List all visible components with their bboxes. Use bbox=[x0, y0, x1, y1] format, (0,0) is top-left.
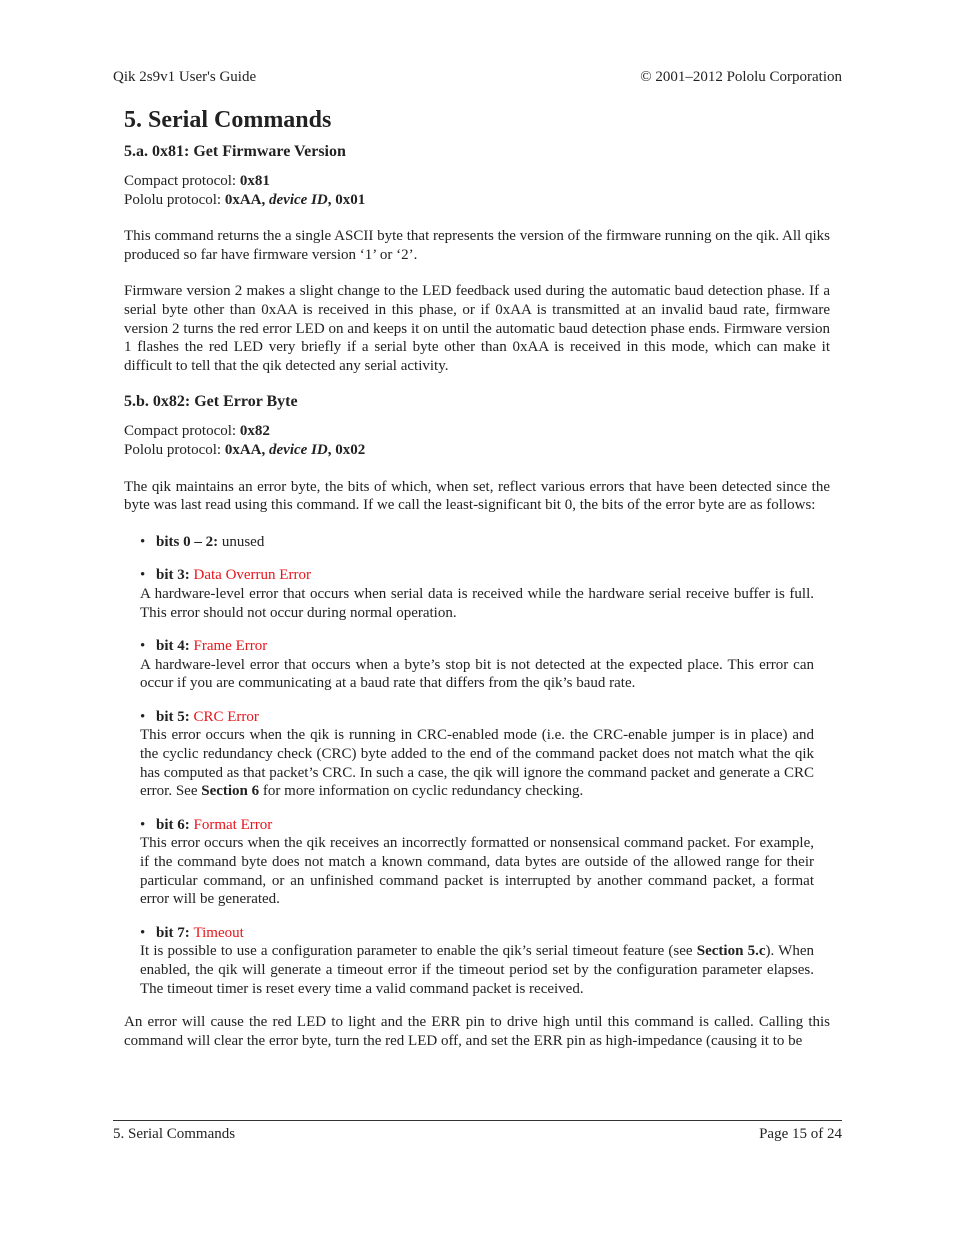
footer-divider bbox=[113, 1120, 842, 1121]
bullet: • bbox=[140, 567, 146, 584]
pololu-label: Pololu protocol: bbox=[124, 191, 225, 208]
bit-label: bit 4: bbox=[156, 638, 194, 655]
header-copyright: © 2001–2012 Pololu Corporation bbox=[640, 69, 842, 85]
page-content bbox=[124, 104, 830, 1050]
section-heading-5a: 5.a. 0x81: Get Firmware Version bbox=[124, 143, 346, 160]
pololu-value-1: 0xAA, bbox=[224, 191, 270, 208]
section-6-link[interactable]: Section 6 bbox=[201, 783, 260, 800]
error-name-timeout: Timeout bbox=[193, 924, 244, 941]
list-item-bit-5 bbox=[124, 708, 830, 801]
bit-label: bit 3: bbox=[156, 567, 194, 584]
error-name-frame: Frame Error bbox=[193, 638, 268, 655]
error-name-crc: CRC Error bbox=[193, 708, 259, 725]
bit-text: unused bbox=[218, 533, 265, 550]
page-title: 5. Serial Commands bbox=[124, 107, 332, 133]
bit-label: bit 5: bbox=[156, 708, 194, 725]
pololu-protocol-line bbox=[124, 441, 830, 460]
desc-text: ). When enabled, the qik will generate a timeout error if the timeout period set by the configuration parameter elapses. The timeout timer is reset every time a valid command packet is received. bbox=[140, 943, 814, 997]
list-item-bit-3 bbox=[124, 566, 830, 622]
bit-label: bit 6: bbox=[156, 816, 194, 833]
pololu-protocol-line bbox=[124, 191, 830, 210]
footer-page-number: Page 15 of 24 bbox=[759, 1126, 842, 1142]
bit-description bbox=[140, 726, 814, 800]
section-heading-5b: 5.b. 0x82: Get Error Byte bbox=[124, 393, 298, 411]
compact-protocol-line bbox=[124, 172, 830, 191]
bit-description: This error occurs when the qik receives an incorrectly formatted or nonsensical command packet. For example, if the command byte does not match a known command, data bytes are outside of the allowed range for their particular command, or an unfinished command packet is interrupted by another command packet, a format error will be generated. bbox=[140, 835, 814, 908]
desc-text: It is possible to use a configuration parameter to enable the qik’s serial timeout feature (see bbox=[140, 943, 697, 960]
list-item-bit-4 bbox=[124, 637, 830, 693]
bullet: • bbox=[140, 708, 146, 725]
bullet: • bbox=[140, 638, 146, 655]
desc-text: This error occurs when the qik is running in CRC-enabled mode (i.e. the CRC-enable jumper is in place) and the cyclic redundancy check (CRC) byte added to the end of the command packet does not match what the qik has computed as that packet’s CRC. In such a case, the qik will ignore the command packet and generate a CRC error. See bbox=[140, 727, 814, 800]
error-name-data-overrun: Data Overrun Error bbox=[193, 567, 311, 584]
paragraph-5a-2: Firmware version 2 makes a slight change to the LED feedback used during the automatic baud detection phase. If a serial byte other than 0xAA is received in this phase, or if 0xAA is transmitted at an invalid baud rate, firmware version 2 turns the red error LED on and keeps it on until the automatic baud detection phase ends. Firmware version 1 flashes the red LED very briefly if a serial byte other than 0xAA is received in this mode, which can make it difficult to tell that the qik detected any serial activity. bbox=[124, 283, 830, 374]
compact-protocol-line bbox=[124, 422, 830, 441]
pololu-value-1: 0xAA, bbox=[224, 441, 270, 458]
bullet: • bbox=[140, 816, 146, 833]
pololu-value-device-id: device ID bbox=[269, 191, 328, 208]
pololu-value-3: , 0x01 bbox=[327, 191, 366, 208]
list-item-bit-6 bbox=[124, 816, 830, 909]
section-5c-link[interactable]: Section 5.c bbox=[696, 943, 766, 960]
bit-description: A hardware-level error that occurs when a byte’s stop bit is not detected at the expected place. This error can occur if you are communicating at a baud rate that differs from the qik’s baud rate. bbox=[140, 656, 814, 692]
compact-label: Compact protocol: bbox=[124, 423, 240, 440]
bullet: • bbox=[140, 533, 146, 550]
paragraph-5b-1: The qik maintains an error byte, the bits of which, when set, reflect various errors that have been detected since the byte was last read using this command. If we call the least-significant bit 0, the bits of the error byte are as follows: bbox=[124, 478, 830, 514]
desc-text: for more information on cyclic redundancy checking. bbox=[259, 783, 584, 800]
list-item-bit-7 bbox=[124, 924, 830, 998]
compact-value: 0x81 bbox=[239, 173, 270, 189]
compact-label: Compact protocol: bbox=[124, 173, 240, 189]
compact-value: 0x82 bbox=[239, 423, 270, 440]
bit-description bbox=[140, 942, 814, 998]
error-bits-list bbox=[124, 533, 830, 998]
bit-description: A hardware-level error that occurs when serial data is received while the hardware serial receive buffer is full. This error should not occur during normal operation. bbox=[140, 585, 814, 621]
bit-label: bit 7: bbox=[156, 924, 194, 941]
error-name-format: Format Error bbox=[193, 816, 273, 833]
paragraph-5a-1: This command returns the a single ASCII byte that represents the version of the firmware running on the qik. All qiks produced so far have firmware version ‘1’ or ‘2’. bbox=[124, 228, 830, 263]
footer-section: 5. Serial Commands bbox=[113, 1126, 236, 1142]
pololu-label: Pololu protocol: bbox=[124, 441, 225, 458]
bullet: • bbox=[140, 924, 146, 941]
list-item-bits-0-2 bbox=[124, 533, 830, 552]
paragraph-5b-2: An error will cause the red LED to light and the ERR pin to drive high until this command is called. Calling this command will clear the error byte, turn the red LED off, and set the ERR pin as high-impedance (causing it to be bbox=[124, 1014, 830, 1049]
header-doc-title: Qik 2s9v1 User's Guide bbox=[113, 69, 257, 85]
pololu-value-3: , 0x02 bbox=[327, 441, 366, 458]
bit-label: bits 0 – 2: bbox=[156, 533, 219, 550]
pololu-value-device-id: device ID bbox=[269, 441, 328, 458]
